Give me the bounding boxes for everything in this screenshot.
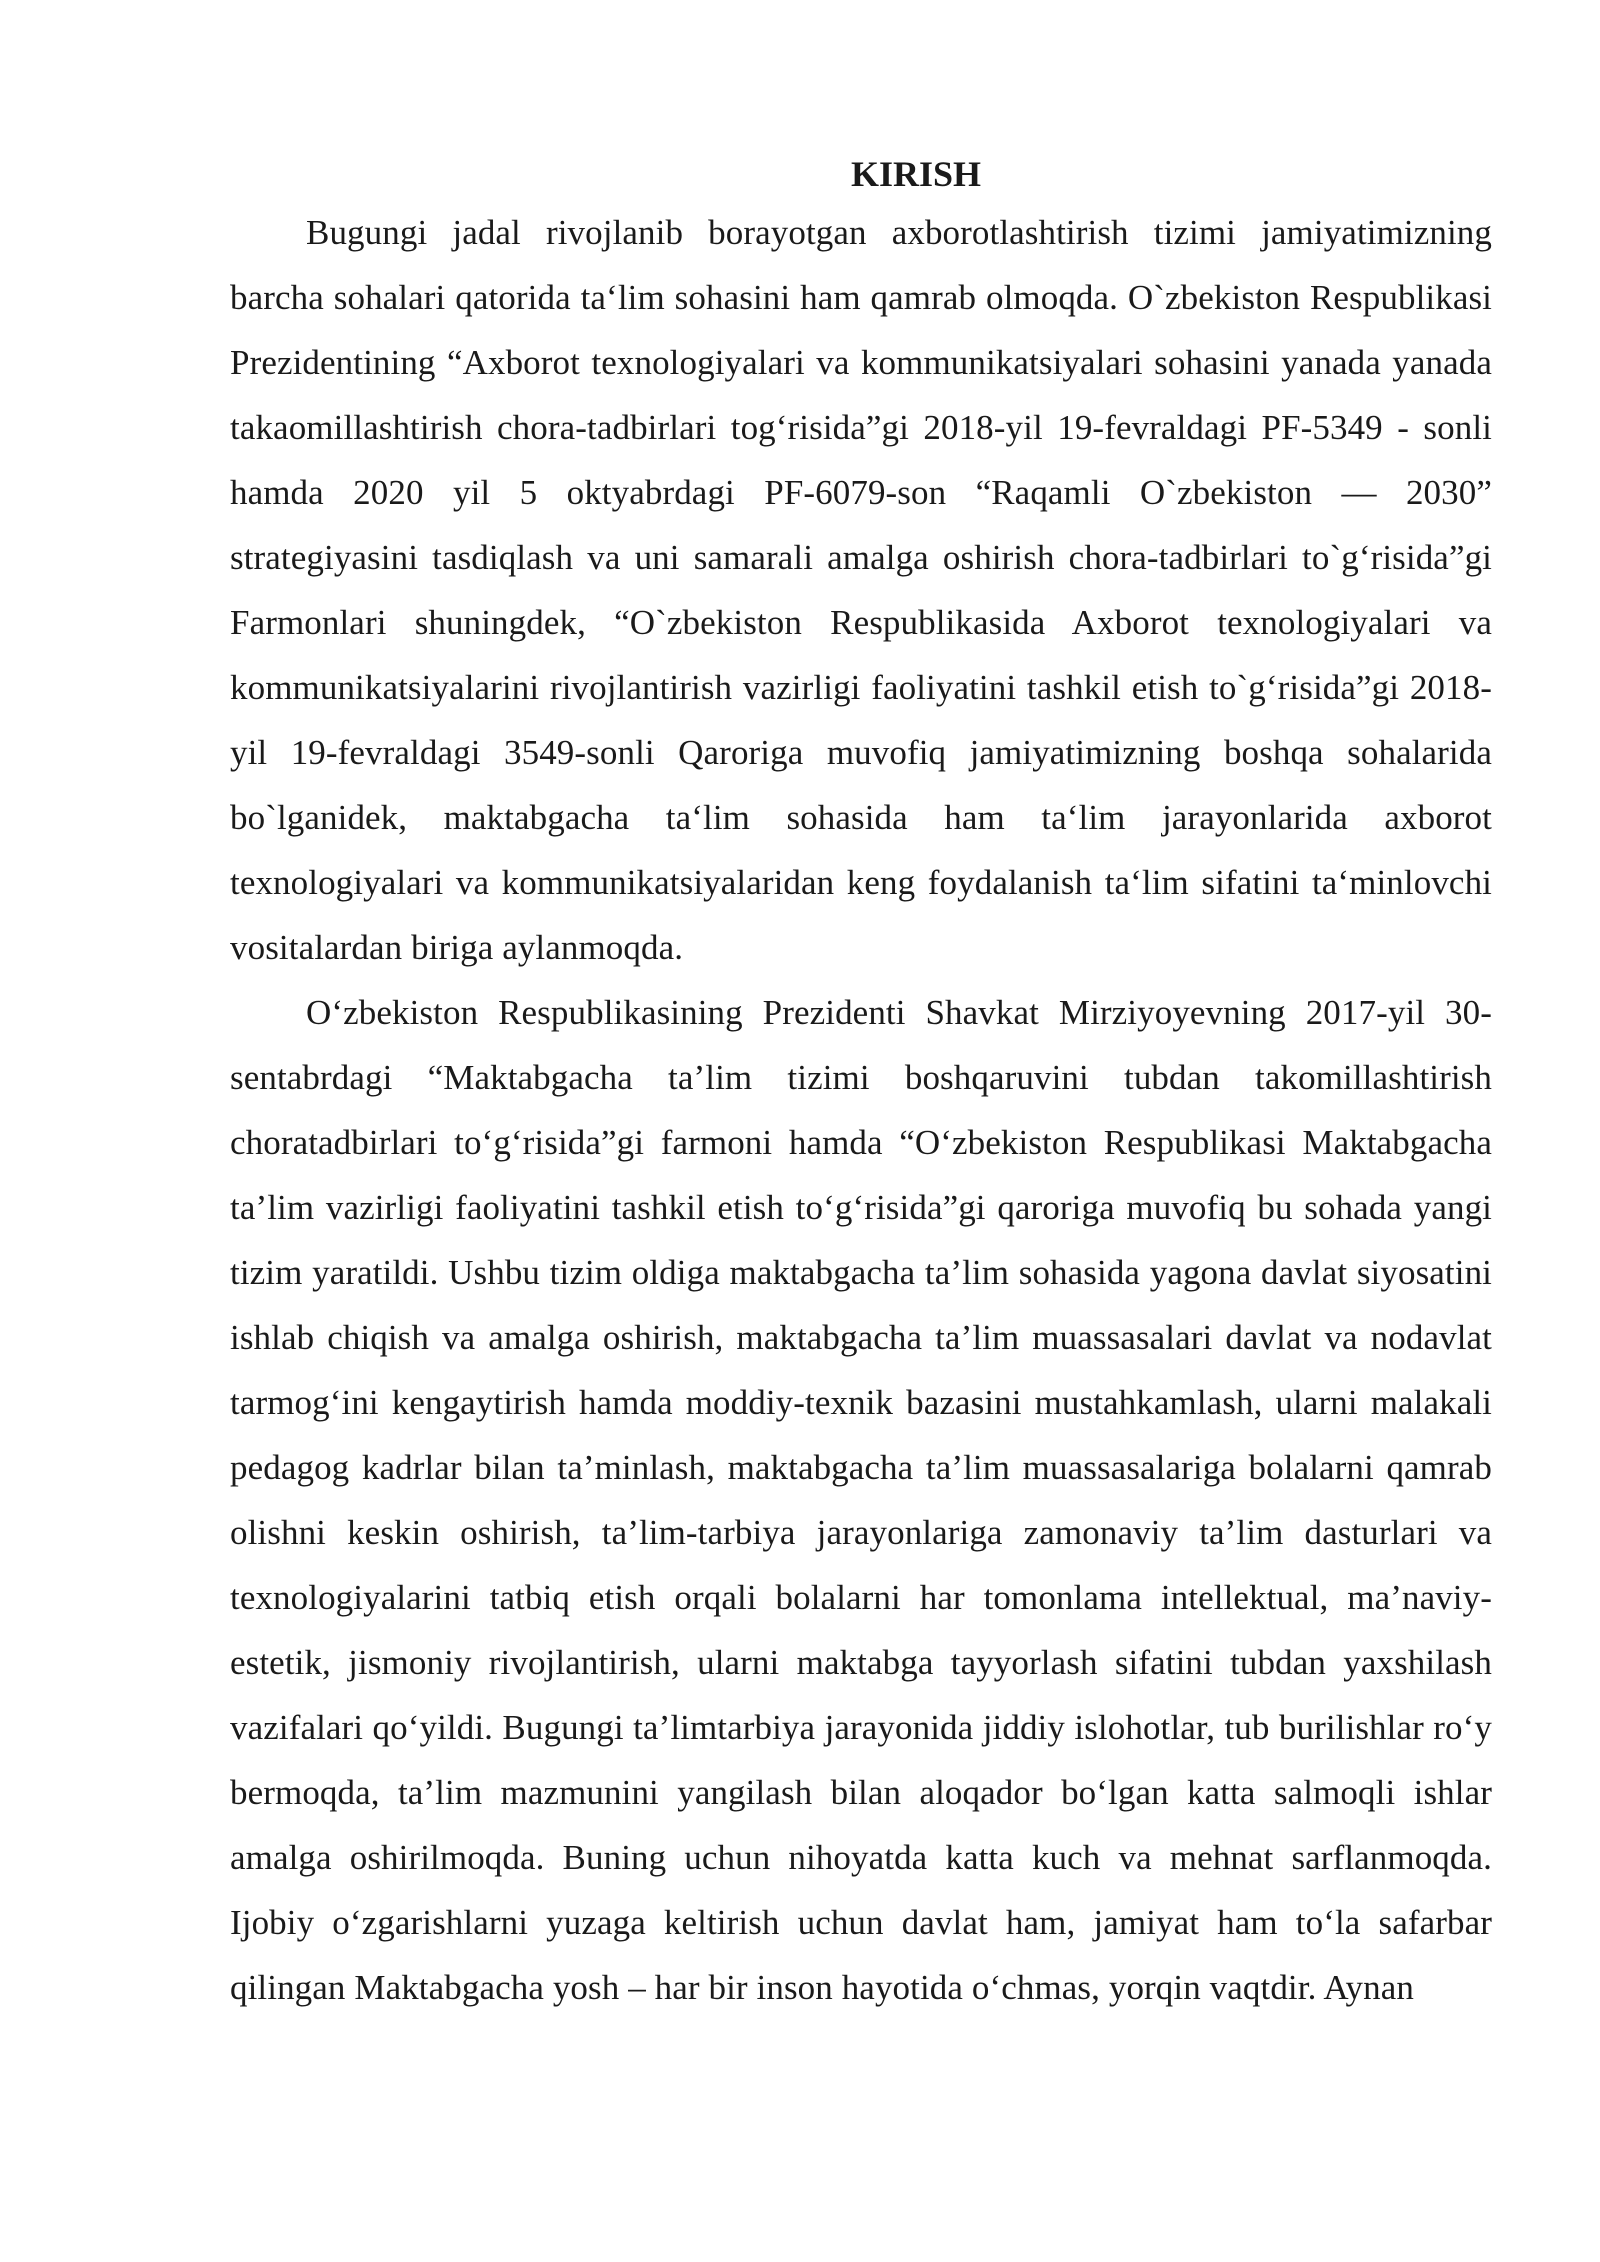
document-heading: KIRISH [850, 154, 982, 194]
paragraph-decree: O‘zbekiston Respublikasining Prezidenti Shavkat Mirziyoyevning 2017-yil 30- sentabrdagi “Maktabgacha ta’lim tizimi boshqaruvini tubdan takomillashtirish choratadbirlari to‘g‘risida”gi farmoni hamda “O‘zbekiston Respublikasi Maktabgacha ta’lim vazirligi faoliyatini tashkil etish to‘g‘risida”gi qaroriga muvofiq bu sohada yangi tizim yaratildi. Ushbu tizim oldiga maktabgacha ta’lim sohasida yagona davlat siyosatini ishlab chiqish va amalga oshirish, maktabgacha ta’lim muassasalari davlat va nodavlat tarmog‘ini kengaytirish hamda moddiy-texnik bazasini mustahkamlash, ularni malakali pedagog kadrlar bilan ta’minlash, maktabgacha ta’lim muassasalariga bolalarni qamrab olishni keskin oshirish, ta’lim-tarbiya jarayonlariga zamonaviy ta’lim dasturlari va texnologiyalarini tatbiq etish orqali bolalarni har tomonlama intellektual, ma’naviy-estetik, jismoniy rivojlantirish, ularni maktabga tayyorlash sifatini tubdan yaxshilash vazifalari qo‘yildi. Bugungi ta’limtarbiya jarayonida jiddiy islohotlar, tub burilishlar ro‘y bermoqda, ta’lim mazmunini yangilash bilan aloqador bo‘lgan katta salmoqli ishlar amalga oshirilmoqda. Buning uchun nihoyatda katta kuch va mehnat sarflanmoqda. Ijobiy o‘zgarishlarni yuzaga keltirish uchun davlat ham, jamiyat ham to‘la safarbar qilingan Maktabgacha yosh – har bir inson hayotida o‘chmas, yorqin vaqtdir. Aynan [230, 993, 1492, 2007]
document-page [230, 150, 1492, 2020]
paragraph-intro: Bugungi jadal rivojlanib borayotgan axborotlashtirish tizimi jamiyatimizning barcha sohalari qatorida ta‘lim sohasini ham qamrab olmoqda. O`zbekiston Respublikasi Prezidentining “Axborot texnologiyalari va kommunikatsiyalari sohasini yanada yanada takaomillashtirish chora-tadbirlari tog‘risida”gi 2018-yil 19-fevraldagi PF-5349 - sonli hamda 2020 yil 5 oktyabrdagi PF-6079-son “Raqamli O`zbekiston — 2030” strategiyasini tasdiqlash va uni samarali amalga oshirish chora-tadbirlari to`g‘risida”gi Farmonlari shuningdek, “O`zbekiston Respublikasida Axborot texnologiyalari va kommunikatsiyalarini rivojlantirish vazirligi faoliyatini tashkil etish to`g‘risida”gi 2018-yil 19-fevraldagi 3549-sonli Qaroriga muvofiq jamiyatimizning boshqa sohalarida bo`lganidek, maktabgacha ta‘lim sohasida ham ta‘lim jarayonlarida axborot texnologiyalari va kommunikatsiyalaridan keng foydalanish ta‘lim sifatini ta‘minlovchi vositalardan biriga aylanmoqda. [230, 213, 1492, 967]
